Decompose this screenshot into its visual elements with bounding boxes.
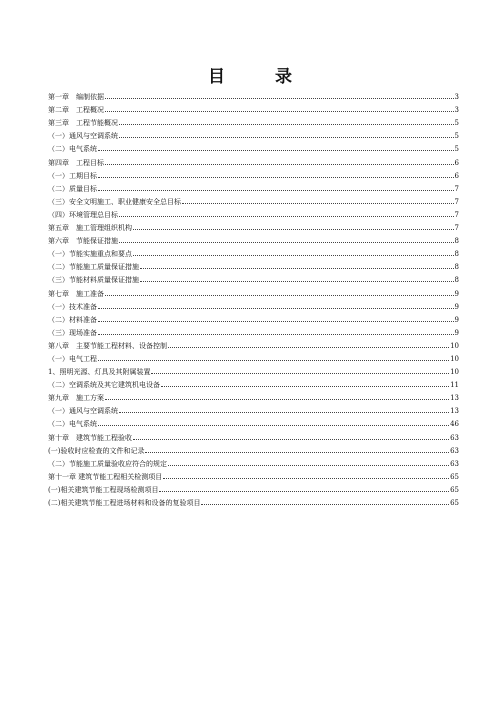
toc-dot-leader [133, 229, 454, 230]
toc-entry-label: （三）现场准备 [48, 328, 97, 337]
toc-entry[interactable] [48, 428, 459, 441]
toc-entry-label: (一)相关建筑节能工程现场检测项目 [48, 485, 159, 494]
toc-dot-leader [163, 478, 449, 479]
toc-entry-label: （二）质量目标 [48, 184, 97, 193]
toc-entry[interactable] [48, 363, 459, 376]
toc-entry-page-number: 8 [454, 276, 459, 285]
toc-entry[interactable] [48, 180, 459, 193]
toc-entry[interactable] [48, 311, 459, 324]
toc-entry[interactable] [48, 298, 459, 311]
toc-entry[interactable] [48, 284, 459, 297]
toc-entry-page-number: 10 [450, 354, 459, 363]
toc-entry[interactable] [48, 376, 459, 389]
toc-entry-page-number: 6 [454, 171, 459, 180]
toc-dot-leader [151, 373, 449, 374]
toc-entry[interactable] [48, 350, 459, 363]
toc-entry-page-number: 46 [450, 420, 459, 429]
toc-entry-page-number: 7 [454, 224, 459, 233]
toc-entry-label: （二）空调系统及其它建筑机电设备 [48, 381, 160, 390]
toc-entry-page-number: 13 [450, 407, 459, 416]
toc-entry[interactable] [48, 245, 459, 258]
toc-dot-leader [168, 465, 449, 466]
table-of-contents [48, 88, 459, 507]
toc-entry[interactable] [48, 271, 459, 284]
toc-entry[interactable] [48, 193, 459, 206]
toc-entry[interactable] [48, 140, 459, 153]
toc-entry-page-number: 3 [454, 106, 459, 115]
toc-dot-leader [98, 177, 454, 178]
toc-entry-label: 第二章 工程概况 [48, 106, 104, 115]
toc-dot-leader [145, 452, 449, 453]
toc-entry-label: 第八章 主要节能工程材料、设备控制 [48, 341, 167, 350]
toc-entry-label: （二）电气系统 [48, 145, 97, 154]
toc-entry-page-number: 63 [450, 446, 459, 455]
toc-entry[interactable] [48, 442, 459, 455]
toc-entry[interactable] [48, 337, 459, 350]
toc-dot-leader [98, 425, 449, 426]
toc-entry[interactable] [48, 402, 459, 415]
toc-entry-page-number: 63 [450, 433, 459, 442]
toc-entry-label: 第十一章 建筑节能工程相关检测项目 [48, 472, 163, 481]
toc-entry-label: （二）节能施工质量保证措施 [48, 263, 139, 272]
toc-entry-label: （一）节能实施重点和要点 [48, 250, 132, 259]
toc-entry[interactable] [48, 101, 459, 114]
toc-dot-leader [105, 98, 454, 99]
toc-entry-page-number: 6 [454, 158, 459, 167]
toc-entry-label: 第五章 施工管理组织机构 [48, 224, 132, 233]
toc-entry-label: （一）技术准备 [48, 302, 97, 311]
toc-dot-leader [201, 504, 449, 505]
toc-dot-leader [161, 386, 449, 387]
toc-entry-label: （一）工期目标 [48, 171, 97, 180]
toc-entry-page-number: 7 [454, 210, 459, 219]
toc-entry-label: （二）节能施工质量验收应符合的规定 [48, 459, 167, 468]
toc-entry-page-number: 9 [454, 289, 459, 298]
toc-entry-page-number: 5 [454, 132, 459, 141]
toc-entry[interactable] [48, 232, 459, 245]
toc-entry-label: （三）安全文明施工、职业健康安全总目标 [48, 197, 181, 206]
toc-entry-label: 第三章 工程节能概况 [48, 119, 118, 128]
toc-dot-leader [98, 190, 454, 191]
toc-entry-page-number: 11 [450, 381, 459, 390]
toc-entry-page-number: 9 [454, 328, 459, 337]
toc-entry-page-number: 9 [454, 315, 459, 324]
toc-dot-leader [168, 347, 449, 348]
toc-entry[interactable] [48, 206, 459, 219]
toc-entry-page-number: 8 [454, 237, 459, 246]
toc-entry-page-number: 9 [454, 302, 459, 311]
toc-dot-leader [105, 111, 454, 112]
toc-entry[interactable] [48, 481, 459, 494]
toc-entry-label: (二)相关建筑节能工程进场材料和设备的复验项目 [48, 499, 201, 507]
toc-dot-leader [133, 255, 454, 256]
toc-entry[interactable] [48, 389, 459, 402]
toc-dot-leader [119, 216, 454, 217]
toc-entry-label: （一）通风与空调系统 [48, 132, 118, 141]
toc-entry[interactable] [48, 167, 459, 180]
toc-dot-leader [119, 124, 454, 125]
toc-entry-page-number: 5 [454, 145, 459, 154]
toc-entry-label: 1、照明光源、灯具及其附属装置 [48, 368, 151, 377]
toc-title: 目 录 [208, 67, 314, 87]
toc-dot-leader [119, 137, 454, 138]
toc-entry-label: （二）电气系统 [48, 420, 97, 429]
toc-entry[interactable] [48, 468, 459, 481]
toc-entry[interactable] [48, 88, 459, 101]
toc-entry[interactable] [48, 219, 459, 232]
toc-entry-label: (一)验收时应检查的文件和记录 [48, 446, 145, 455]
toc-entry-label: 第四章 工程目标 [48, 158, 104, 167]
toc-entry-label: （二）材料准备 [48, 315, 97, 324]
toc-entry-page-number: 5 [454, 119, 459, 128]
toc-dot-leader [105, 164, 454, 165]
toc-dot-leader [133, 439, 449, 440]
toc-entry[interactable] [48, 455, 459, 468]
toc-entry[interactable] [48, 494, 459, 507]
toc-dot-leader [119, 412, 449, 413]
toc-dot-leader [182, 203, 454, 204]
toc-dot-leader [98, 308, 454, 309]
toc-entry-page-number: 8 [454, 263, 459, 272]
toc-entry[interactable] [48, 415, 459, 428]
toc-entry-page-number: 10 [450, 341, 459, 350]
toc-dot-leader [140, 268, 454, 269]
toc-dot-leader [98, 150, 454, 151]
toc-dot-leader [105, 295, 454, 296]
toc-entry-page-number: 10 [450, 368, 459, 377]
toc-entry-page-number: 65 [450, 485, 459, 494]
toc-entry-label: 第六章 节能保证措施 [48, 237, 118, 246]
toc-dot-leader [105, 399, 449, 400]
toc-entry-page-number: 13 [450, 394, 459, 403]
toc-entry-label: （一）电气工程 [48, 354, 97, 363]
toc-dot-leader [98, 321, 454, 322]
toc-entry[interactable] [48, 324, 459, 337]
toc-entry[interactable] [48, 258, 459, 271]
toc-entry-page-number: 65 [450, 472, 459, 481]
toc-entry-page-number: 7 [454, 197, 459, 206]
toc-entry-label: 第九章 施工方案 [48, 394, 104, 403]
toc-entry-label: 第十章 建筑节能工程验收 [48, 433, 132, 442]
toc-entry-page-number: 8 [454, 250, 459, 259]
toc-dot-leader [140, 281, 454, 282]
toc-entry-page-number: 3 [454, 93, 459, 102]
toc-dot-leader [98, 334, 454, 335]
toc-entry-page-number: 65 [450, 499, 459, 507]
toc-entry-label: 第七章 施工准备 [48, 289, 104, 298]
toc-entry-label: 第一章 编制依据 [48, 93, 104, 102]
toc-entry-page-number: 63 [450, 459, 459, 468]
toc-entry[interactable] [48, 114, 459, 127]
toc-dot-leader [98, 360, 449, 361]
toc-entry-label: （三）节能材料质量保证措施 [48, 276, 139, 285]
toc-entry[interactable] [48, 127, 459, 140]
toc-entry-label: （四）环境管理总目标 [48, 210, 118, 219]
toc-dot-leader [119, 242, 454, 243]
toc-entry-label: （一）通风与空调系统 [48, 407, 118, 416]
toc-dot-leader [159, 491, 449, 492]
toc-entry[interactable] [48, 153, 459, 166]
toc-entry-page-number: 7 [454, 184, 459, 193]
